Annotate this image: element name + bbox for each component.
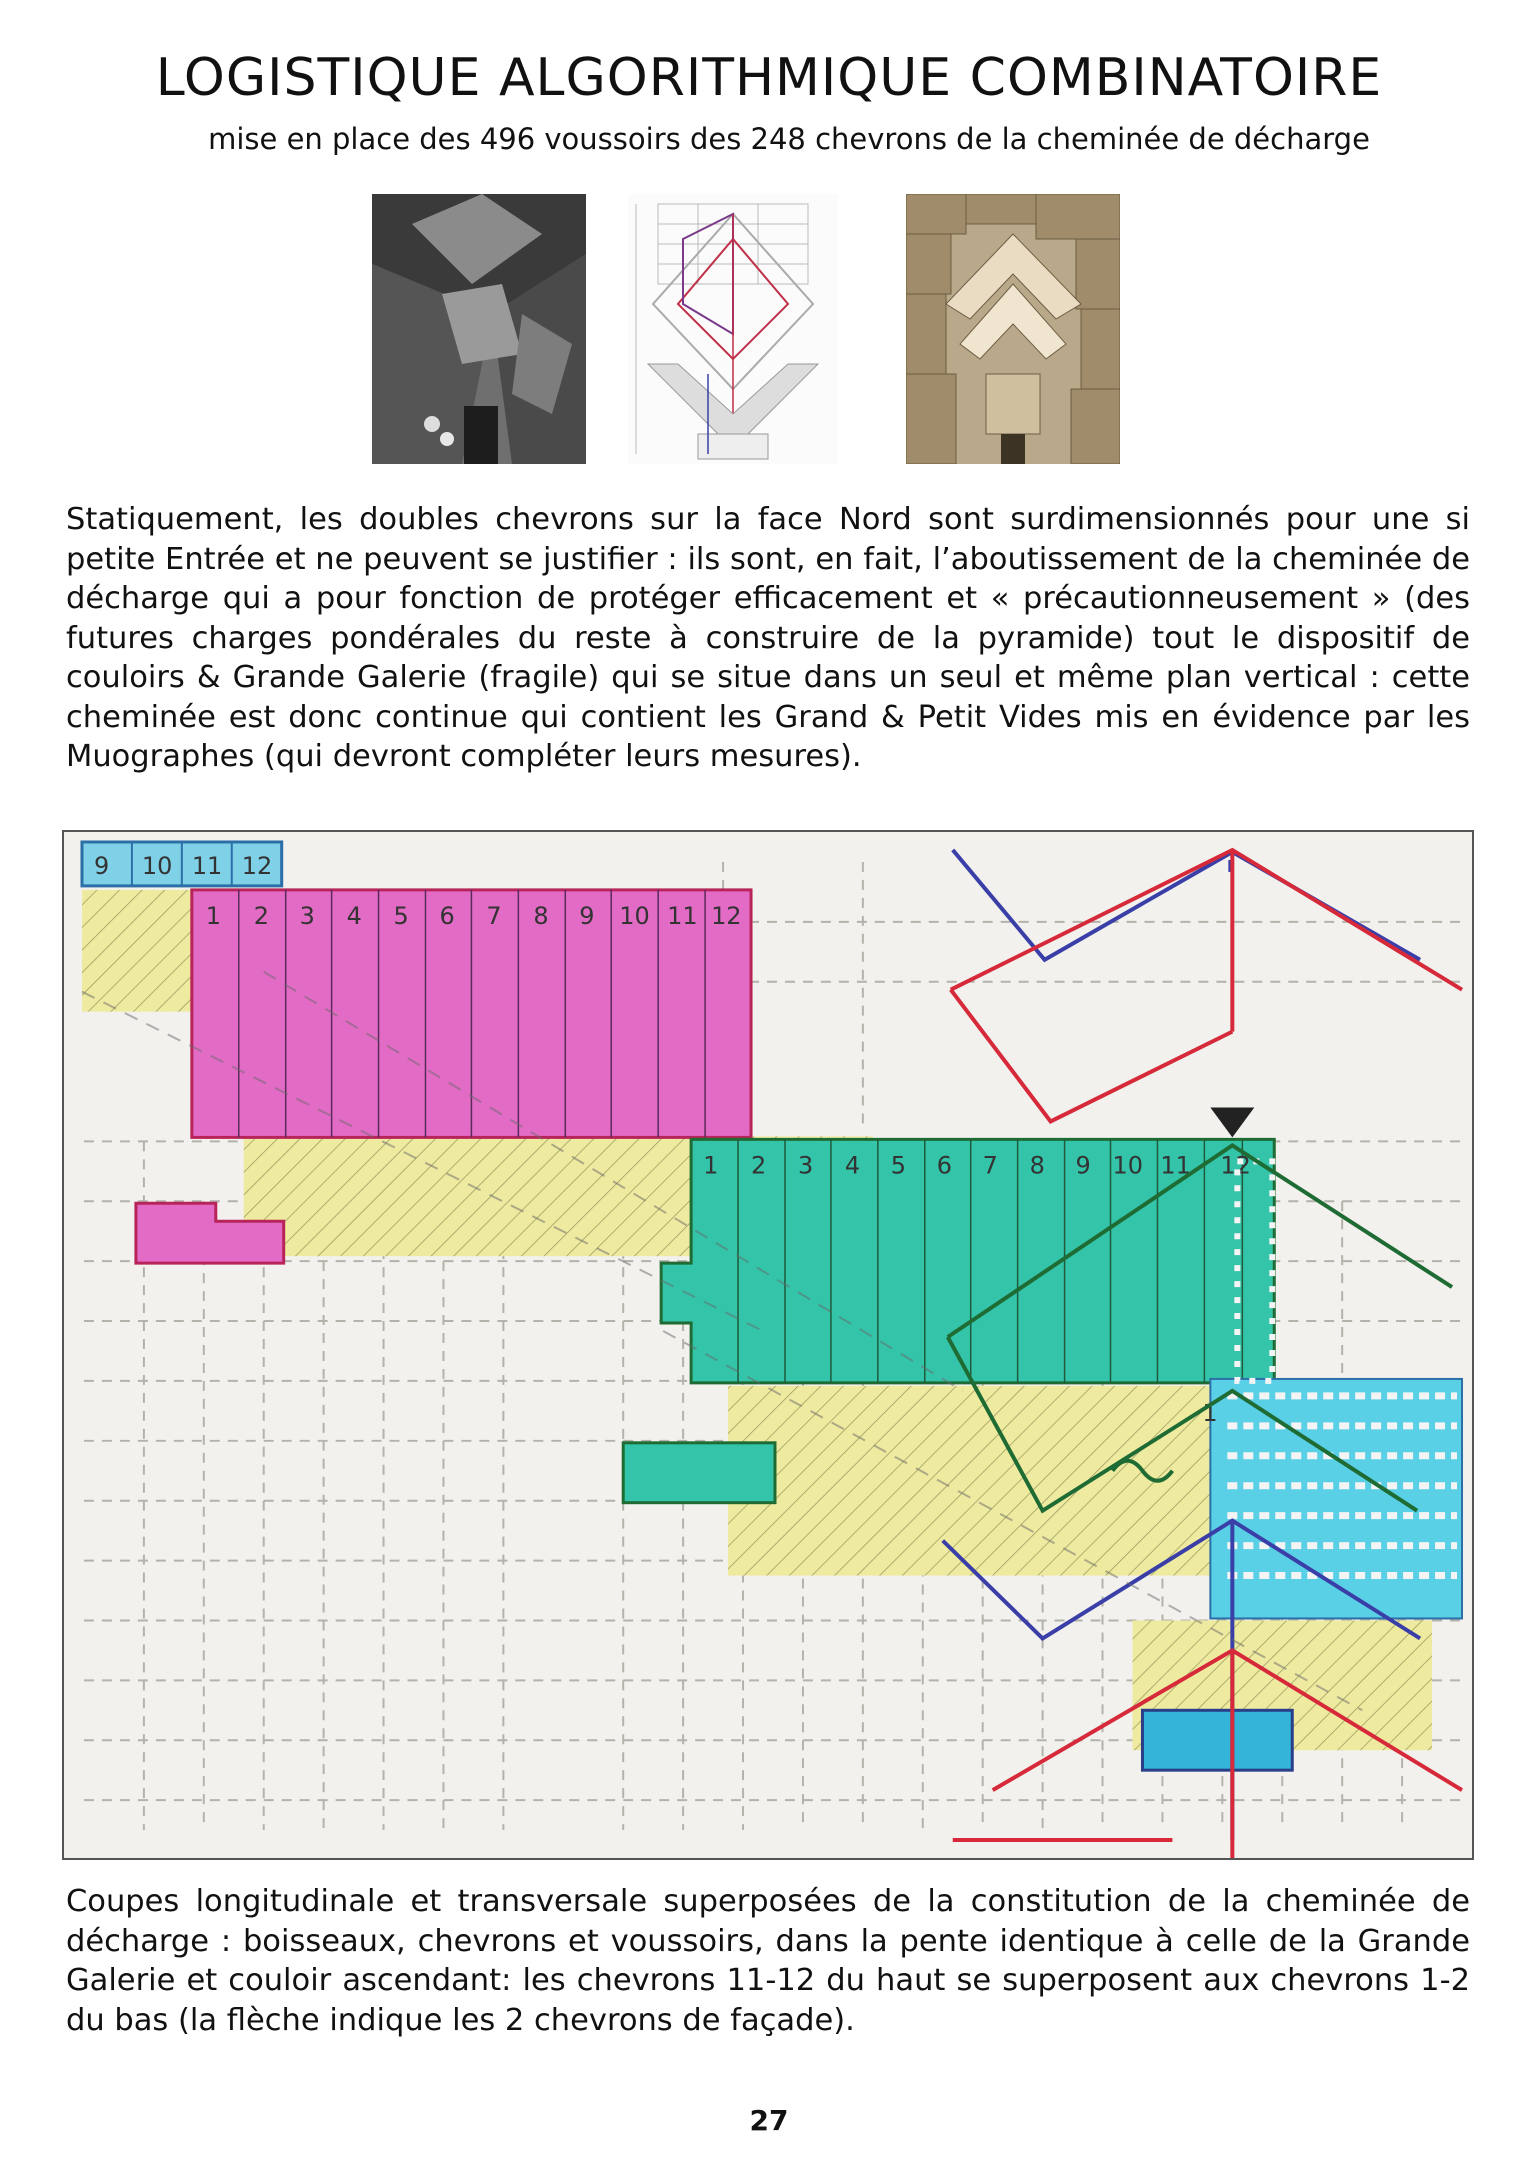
teal-small-block [623, 1443, 775, 1503]
chevron-number: 7 [982, 1151, 998, 1180]
cyan-striped-section [1210, 1379, 1462, 1619]
annotation-number: 1 [1202, 1398, 1218, 1427]
chevrons-photo-thumbnail [372, 194, 586, 464]
chevron-number: 9 [1075, 1151, 1091, 1180]
page-number: 27 [749, 2104, 789, 2137]
chevron-number: 3 [797, 1151, 814, 1180]
arrow-down-icon [1210, 1107, 1254, 1137]
chevron-number: 3 [299, 901, 315, 930]
chevron-number: 8 [1029, 1151, 1045, 1180]
chevron-number: 10 [619, 901, 650, 930]
chevrons-illustration-thumbnail [906, 194, 1120, 464]
chevron-number: 11 [667, 901, 698, 930]
chevron-number: 12 [711, 901, 742, 930]
blue-upper-chevron [953, 850, 1420, 960]
chevron-number: 6 [439, 901, 455, 930]
chevron-number: 10 [141, 851, 173, 880]
figure-caption: Coupes longitudinale et transversale superposées de la constitution de la cheminée de décharge : boisseaux, chevrons et voussoirs, dans la pente identique à celle de la Grande Galerie et couloir ascendant: les chevrons 11-12 du haut se superposent aux chevrons 1-2 du bas (la flèche indique les 2 chevrons de façade). [66, 1884, 1470, 2038]
technical-drawing-thumbnail [628, 194, 838, 464]
chevron-number: 2 [253, 901, 269, 930]
chevron-number: 6 [936, 1151, 952, 1180]
chevron-number: 2 [751, 1151, 767, 1180]
chevron-number: 11 [1160, 1151, 1191, 1180]
chevron-number: 5 [393, 901, 409, 930]
chevron-number: 12 [1220, 1151, 1251, 1180]
chevron-number: 8 [533, 901, 549, 930]
intro-paragraph: Statiquement, les doubles chevrons sur la face Nord sont surdimensionnés pour une si petite Entrée et ne peuvent se justifier : ils sont, en fait, l’aboutissement de la cheminée de décharge qui a pour fonction de protéger efficacement et « précautionneusement » (des futures charges pondérales du reste à construire de la pyramide) tout le dispositif de couloirs & Grande Galerie (fragile) qui se situe dans un seul et même plan vertical : cette cheminée est donc continue qui contient les Grand & Petit Vides mis en évidence par les Muographes (qui devront compléter leurs mesures). [66, 502, 1470, 774]
chevron-number: 7 [486, 901, 502, 930]
chevron-number: 1 [205, 901, 222, 930]
chevron-number: 9 [93, 851, 110, 880]
chevron-number: 12 [241, 851, 273, 880]
chevron-number: 1 [703, 1151, 719, 1180]
page-title: LOGISTIQUE ALGORITHMIQUE COMBINATOIRE [155, 48, 1383, 108]
chevron-number: 10 [1112, 1151, 1143, 1180]
page-subtitle: mise en place des 496 voussoirs des 248 chevrons de la cheminée de décharge [208, 122, 1370, 156]
blue-bottom-block [1142, 1710, 1292, 1770]
yellow-hatched-block [82, 890, 192, 1012]
chevron-number: 4 [346, 901, 362, 930]
chimney-section-diagram [62, 830, 1474, 1860]
red-upper-chevron [951, 850, 1462, 990]
chevron-number: 9 [579, 901, 595, 930]
chevron-number: 4 [844, 1151, 861, 1180]
chevron-number: 11 [191, 851, 223, 880]
chevron-number: 5 [890, 1151, 907, 1180]
